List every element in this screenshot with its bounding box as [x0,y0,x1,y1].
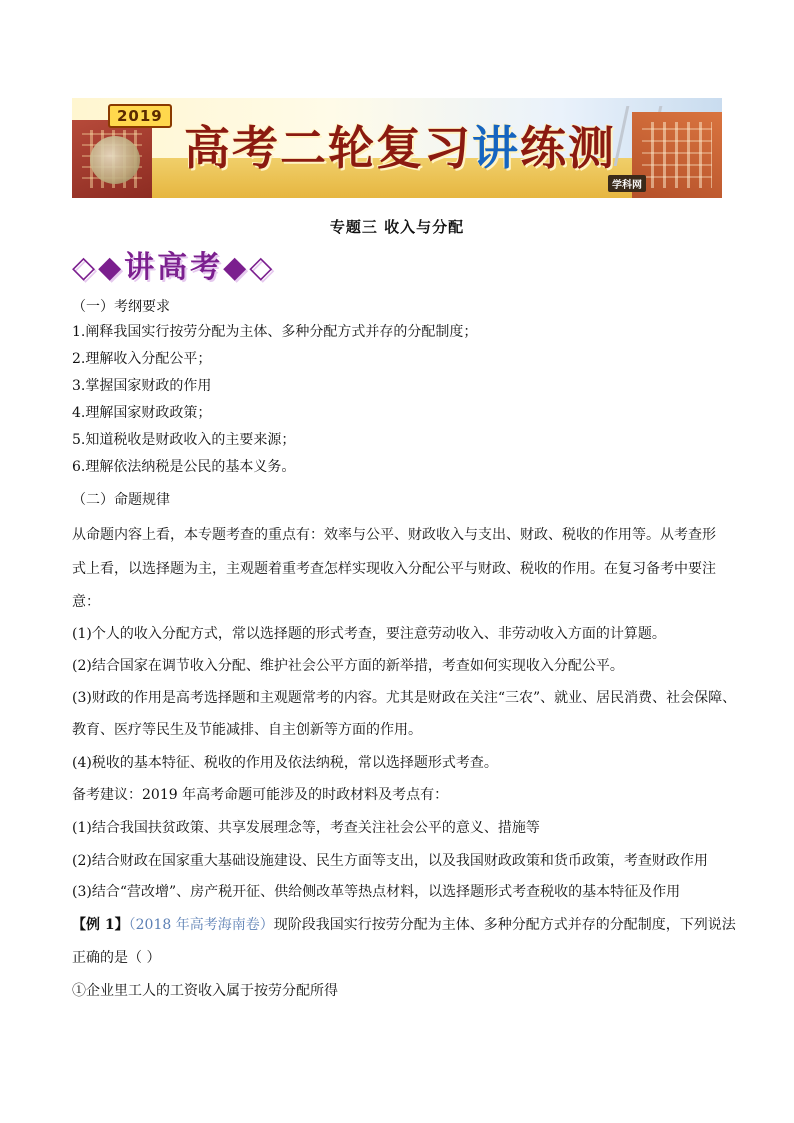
banner-title-part3: 练测 [520,121,616,175]
banner-title-part1: 高考二轮复习 [184,121,472,175]
example-tag: 【例 1】 [72,917,129,933]
point-line: 教育、医疗等民生及节能减排、自主创新等方面的作用。 [72,722,422,738]
example-line [72,915,736,935]
requirement-item: 2.理解收入分配公平； [72,351,212,367]
example-source-link[interactable]: （2018 年高考海南卷） [128,917,274,933]
suggestion-line: (3)结合“营改增”、房产税开征、供给侧改革等热点材料，以选择题形式考查税收的基本特征及作用 [72,884,681,900]
banner-year-badge: 2019 [108,104,172,128]
heading-requirements: （一）考纲要求 [72,299,170,315]
intro-line: 意： [72,594,100,610]
banner-title-part2: 讲 [472,121,520,175]
point-line: (2)结合国家在调节收入分配、维护社会公平方面的新举措，考查如何实现收入分配公平。 [72,658,624,674]
banner-logo: 学科网 [608,175,646,192]
requirement-item: 1.阐释我国实行按劳分配为主体、多种分配方式并存的分配制度； [72,324,478,340]
intro-line: 式上看，以选择题为主，主观题着重考查怎样实现收入分配公平与财政、税收的作用。在复习备考中要注 [72,561,716,577]
example-option: ①企业里工人的工资收入属于按劳分配所得 [72,983,338,999]
intro-line: 从命题内容上看，本专题考查的重点有：效率与公平、财政收入与支出、财政、税收的作用等。从考查形 [72,527,716,543]
example-line: 正确的是（ ） [72,950,161,966]
requirement-item: 4.理解国家财政政策； [72,405,212,421]
suggestion-line: (1)结合我国扶贫政策、共享发展理念等，考查关注社会公平的意义、措施等 [72,820,540,836]
heading-rules: （二）命题规律 [72,492,170,508]
banner-title [184,120,616,176]
tree-image [90,136,140,184]
header-banner [72,98,722,198]
point-line: (1)个人的收入分配方式，常以选择题的形式考查，要注意劳动收入、非劳动收入方面的计算题。 [72,626,666,642]
requirement-item: 6.理解依法纳税是公民的基本义务。 [72,459,296,475]
suggestion-intro: 备考建议：2019 年高考命题可能涉及的时政材料及考点有： [72,787,449,803]
suggestion-line: (2)结合财政在国家重大基础设施建设、民生方面等支出，以及我国财政政策和货币政策，考查财政作用 [72,853,708,869]
page-subtitle: 专题三 收入与分配 [329,218,465,236]
point-line: (3)财政的作用是高考选择题和主观题常考的内容。尤其是财政在关注“三农”、就业、居民消费、社会保障、 [72,690,737,706]
example-text: 现阶段我国实行按劳分配为主体、多种分配方式并存的分配制度，下列说法 [273,917,736,933]
section-title: ◇◆讲高考◆◇ [72,250,276,285]
point-line: (4)税收的基本特征、税收的作用及依法纳税，常以选择题形式考查。 [72,755,498,771]
requirement-item: 5.知道税收是财政收入的主要来源； [72,432,296,448]
requirement-item: 3.掌握国家财政的作用 [72,378,212,394]
